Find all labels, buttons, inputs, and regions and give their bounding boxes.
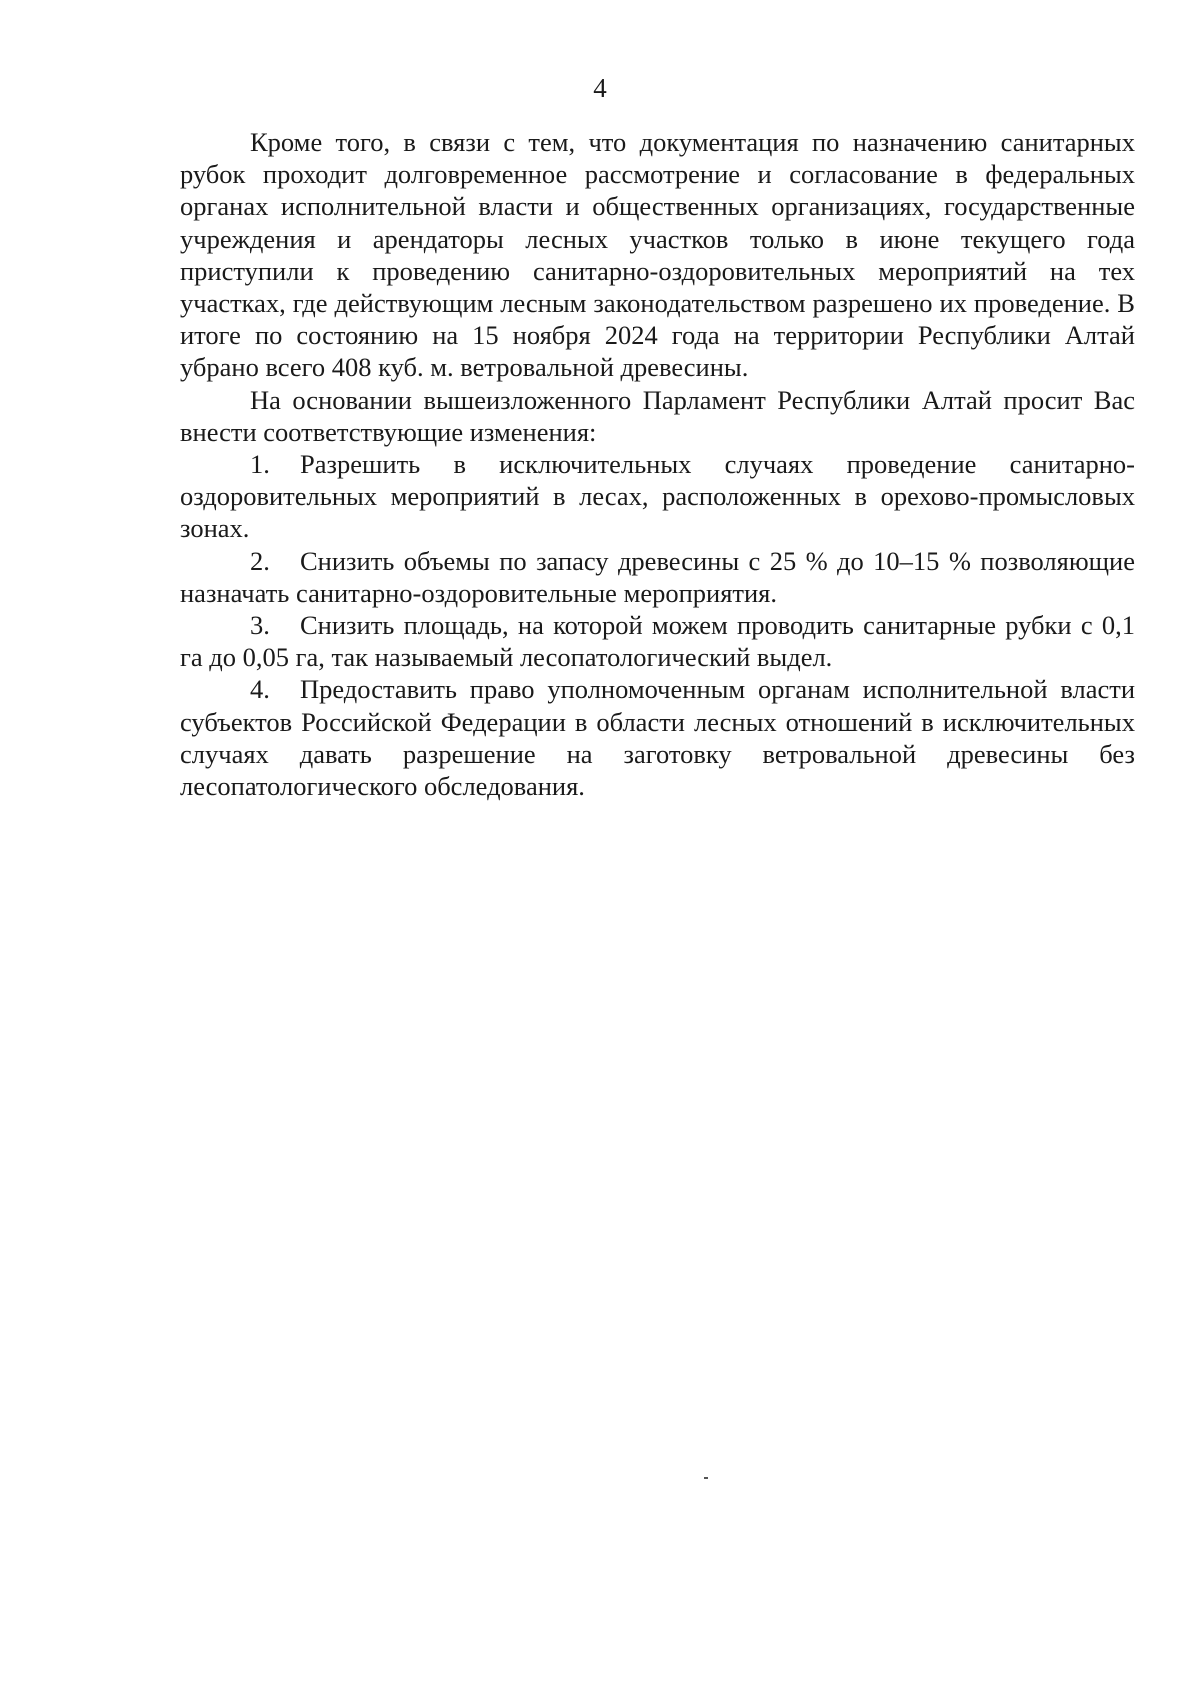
list-item-1 <box>180 448 1135 545</box>
document-body <box>180 126 1135 802</box>
list-item-4 <box>180 673 1135 802</box>
paragraph-request: На основании вышеизложенного Парламент Республики Алтай просит Вас внести соответствующие изменения: <box>180 384 1135 447</box>
list-item-text: Предоставить право уполномоченным органам исполнительной власти субъектов Российской Федерации в области лесных отношений в исключительных случаях давать разрешение на заготовку ветровальной древесины без лесопатологического обследования. <box>180 674 1135 802</box>
scan-speck <box>704 1477 708 1479</box>
list-item-number: 2. <box>250 545 270 576</box>
list-item-number: 1. <box>250 449 270 480</box>
list-item-text: Снизить площадь, на которой можем проводить санитарные рубки с 0,1 га до 0,05 га, так называемый лесопатологический выдел. <box>180 610 1135 673</box>
page-number: 4 <box>593 73 607 103</box>
list-item-text: Снизить объемы по запасу древесины с 25 % до 10–15 % позволяющие назначать санитарно-оздоровительные мероприятия. <box>180 545 1135 608</box>
list-item-3 <box>180 609 1135 673</box>
list-item-text: Разрешить в исключительных случаях проведение санитарно-оздоровительных мероприятий в лесах, расположенных в орехово-промысловых зонах. <box>180 449 1135 544</box>
list-item-number: 4. <box>250 674 270 705</box>
list-item-number: 3. <box>250 610 270 641</box>
list-item-2 <box>180 545 1135 609</box>
paragraph-sanitary-felling: Кроме того, в связи с тем, что документация по назначению санитарных рубок проходит долговременное рассмотрение и согласование в федеральных органах исполнительной власти и общественных организациях, государственные учреждения и арендаторы лесных участков только в июне текущего года приступили к проведению санитарно-оздоровительных мероприятий на тех участках, где действующим лесным законодательством разрешено их проведение. В итоге по состоянию на 15 ноября 2024 года на территории Республики Алтай убрано всего 408 куб. м. ветровальной древесины. <box>180 127 1135 383</box>
